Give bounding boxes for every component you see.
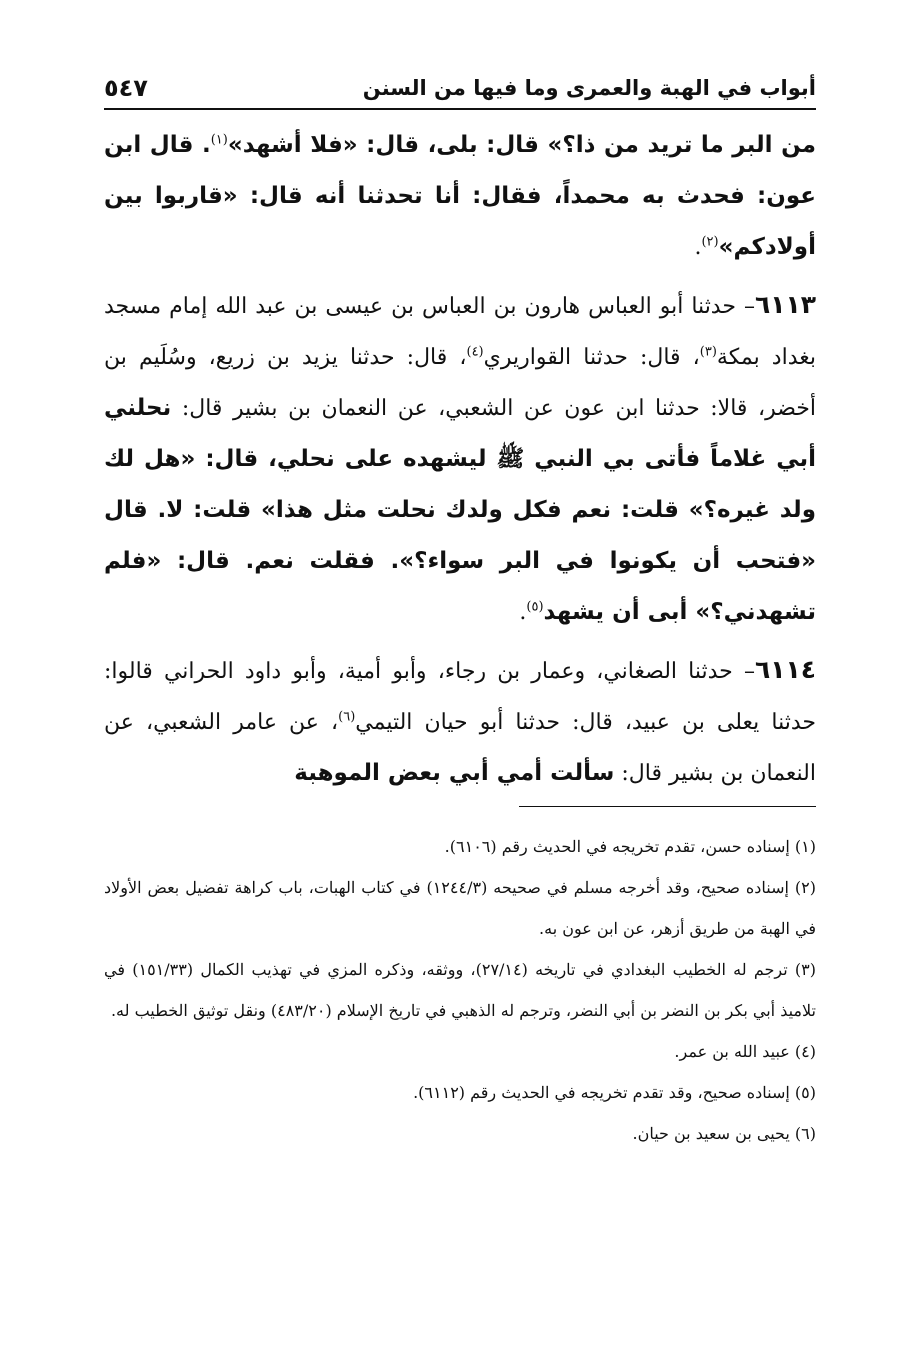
header-title: أبواب في الهبة والعمرى وما فيها من السنن	[362, 76, 816, 100]
hadith-number: ٦١١٤	[754, 655, 816, 684]
footnote: (٢) إسناده صحيح، وقد أخرجه مسلم في صحيحه (١٢٤٤/٣) في كتاب الهبات، باب كراهة تفضيل بعض الأولاد في الهبة من طريق أزهر، عن ابن عون به.	[104, 878, 816, 938]
footnote: (٤) عبيد الله بن عمر.	[674, 1042, 816, 1061]
text-plain: – حدثنا الصغاني، وعمار بن رجاء، وأبو أمية، وأبو داود الحراني قالوا: حدثنا يعلى بن عبيد، قال: حدثنا أبو حيان التيمي	[104, 659, 816, 735]
main-text	[104, 120, 816, 805]
text-plain: .	[694, 235, 702, 260]
footnote-ref: (٥)	[526, 599, 544, 615]
hadith-6113	[104, 279, 816, 638]
text-bold: نحلني أبي غلاماً فأتى بي النبي ﷺ ليشهده على نحلي، قال: «هل لك ولد غيره؟» قلت: نعم فكل ولدك نحلت مثل هذا» قلت: لا. قال «فتحب أن يكونوا في البر سواء؟». فقلت نعم. قال: «فلم تشهدني؟» أبى أن يشهد	[104, 395, 816, 625]
footnote-separator	[519, 806, 816, 807]
footnote-ref: (٣)	[699, 344, 717, 360]
text-plain: ، قال: حدثنا يزيد بن زريع، وسُلَيم بن أخضر، قالا: حدثنا ابن عون عن الشعبي، عن النعمان بن بشير قال:	[104, 345, 816, 421]
footnotes	[104, 826, 816, 1154]
text-plain: ، قال: حدثنا القواريري	[483, 345, 700, 370]
paragraph-continuation	[104, 120, 816, 273]
text-plain: ، عن عامر الشعبي، عن النعمان بن بشير قال:	[104, 710, 816, 786]
hadith-6114	[104, 644, 816, 799]
hadith-number: ٦١١٣	[754, 290, 816, 319]
footnote: (٥) إسناده صحيح، وقد تقدم تخريجه في الحديث رقم (٦١١٢).	[413, 1083, 816, 1102]
footnote-ref: (٢)	[701, 234, 719, 250]
footnote: (٦) يحيى بن سعيد بن حيان.	[632, 1124, 816, 1143]
header-rule	[104, 108, 816, 110]
text-plain: – حدثنا أبو العباس هارون بن العباس بن عيسى بن عبد الله إمام مسجد بغداد بمكة	[104, 294, 816, 370]
footnote: (٣) ترجم له الخطيب البغدادي في تاريخه (٢٧/١٤)، ووثقه، وذكره المزي في تهذيب الكمال (١٥١/٣٣) في تلاميذ أبي بكر بن النضر بن أبي النضر، وترجم له الذهبي في تاريخ الإسلام (٤٨٣/٢٠) ونقل توثيق الخطيب له.	[104, 960, 817, 1020]
text-bold: من البر ما تريد من ذا؟» قال: بلى، قال: «فلا أشهد»	[227, 132, 817, 158]
footnote-ref: (٦)	[338, 709, 356, 725]
text-bold: . قال ابن عون: فحدث به محمداً، فقال: أنا تحدثنا أنه قال: «قاربوا بين أولادكم»	[104, 132, 816, 260]
page-number: ٥٤٧	[104, 74, 148, 102]
footnote-ref: (١)	[210, 132, 228, 148]
running-header	[104, 64, 816, 108]
text-plain: .	[519, 600, 527, 625]
footnote-ref: (٤)	[466, 344, 484, 360]
footnote: (١) إسناده حسن، تقدم تخريجه في الحديث رقم (٦١٠٦).	[444, 837, 816, 856]
text-bold: سألت أمي أبي بعض الموهبة	[294, 760, 615, 786]
